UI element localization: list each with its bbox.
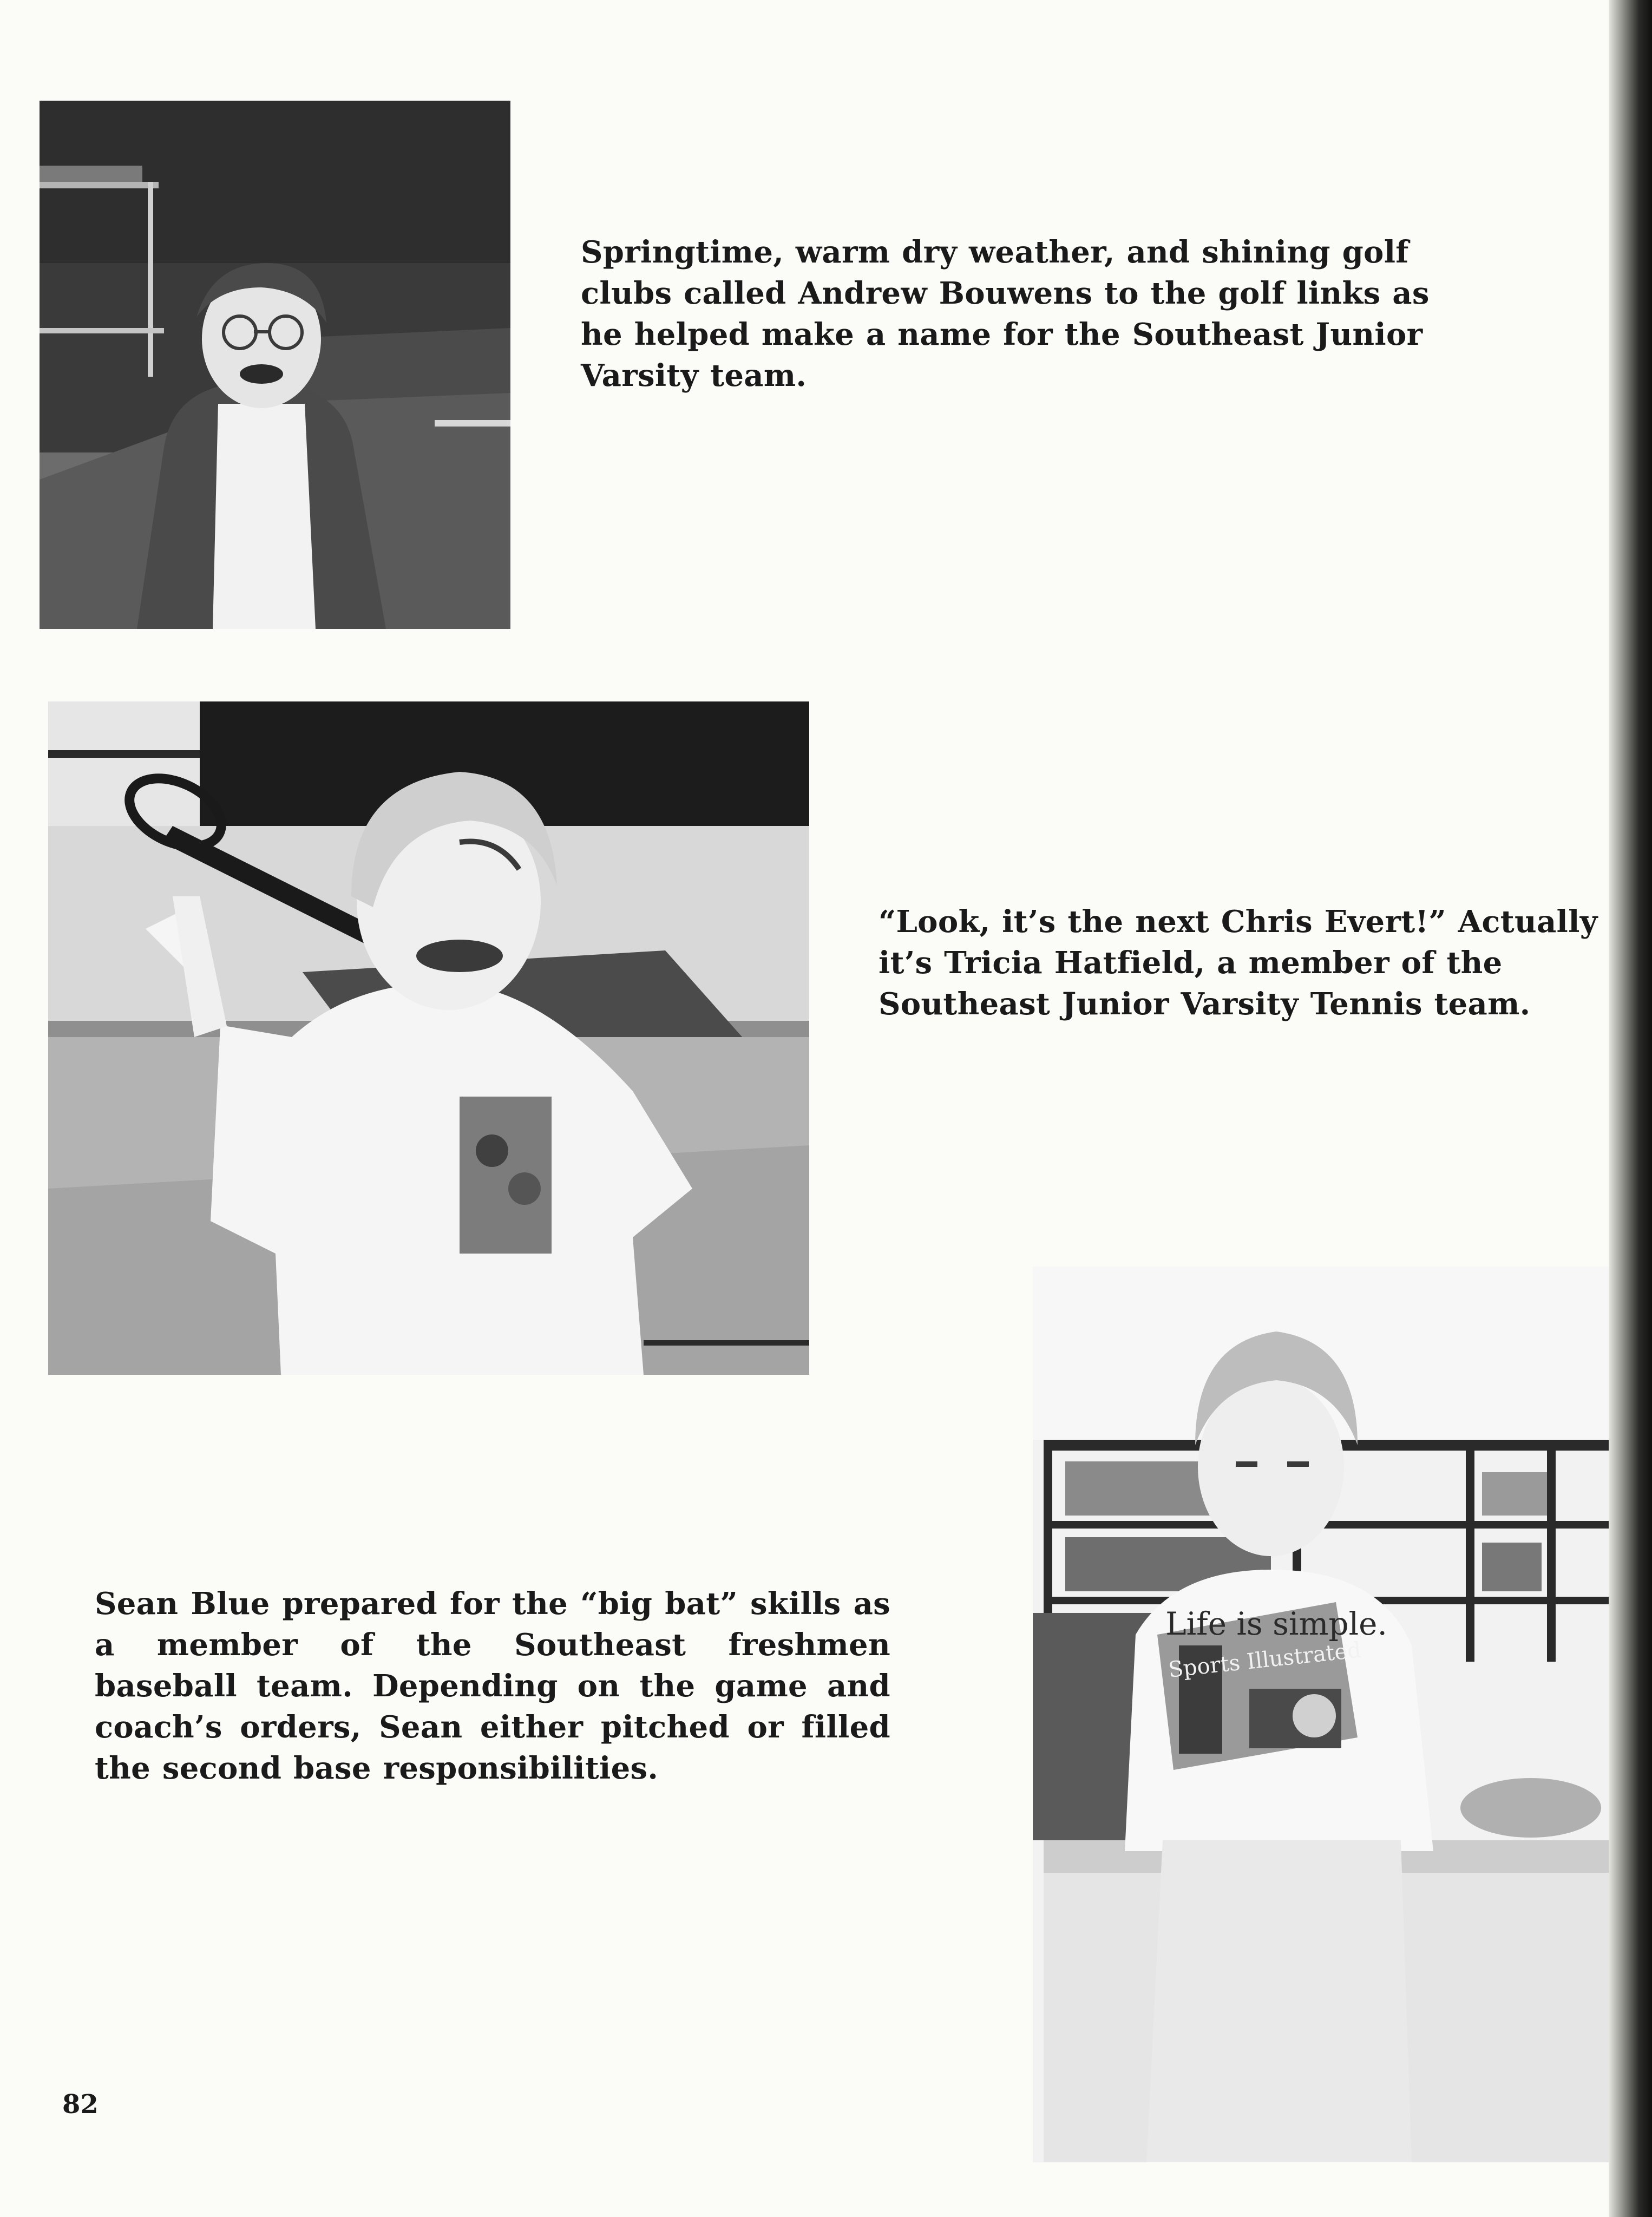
photo-andrew-bouwens [40,101,510,629]
caption-tricia-hatfield: “Look, it’s the next Chris Evert!” Actually it’s Tricia Hatfield, a member of the Southeast Junior Varsity Tennis team. [879,904,1598,1022]
book-spine [1609,0,1652,2217]
magazine-title: Sports Illustrated [1167,1637,1362,1683]
shirt-text: Life is simple. [1165,1605,1387,1642]
page-number: 82 [62,2089,99,2120]
photo-tricia-hatfield [48,701,809,1375]
photo-sean-blue [1033,1267,1617,2162]
caption-sean-blue: Sean Blue prepared for the “big bat” skills as a member of the Southeast freshmen baseball team. Depending on the game and coach’s orders, Sean either pitched or filled the second base responsibilities. [95,1586,890,1786]
caption-andrew-bouwens: Springtime, warm dry weather, and shining golf clubs called Andrew Bouwens to the golf links as he helped make a name for the Southeast Junior Varsity team. [581,234,1430,393]
